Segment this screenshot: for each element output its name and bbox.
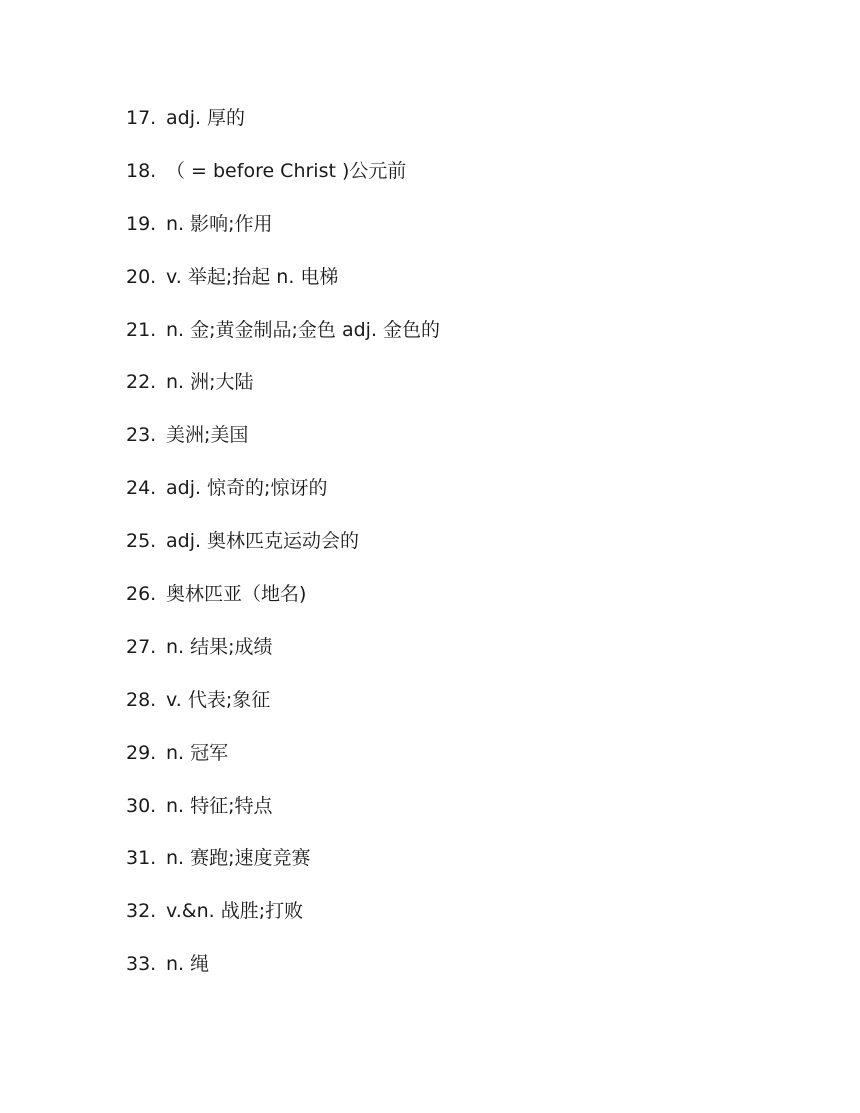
item-definition: n. 影响;作用: [166, 212, 273, 235]
list-item: [126, 686, 440, 739]
item-number: 30.: [126, 794, 157, 817]
item-number: 21.: [126, 318, 157, 341]
list-item: [126, 474, 440, 527]
list-item: [126, 792, 440, 845]
list-item: [126, 157, 440, 210]
item-number: 19.: [126, 212, 157, 235]
list-item: [126, 104, 440, 157]
list-item: [126, 739, 440, 792]
item-definition: adj. 惊奇的;惊讶的: [166, 477, 328, 500]
item-definition: n. 洲;大陆: [166, 371, 254, 394]
list-item: [126, 368, 440, 421]
list-item: [126, 421, 440, 474]
item-definition: v. 举起;抬起 n. 电梯: [166, 265, 339, 288]
item-number: 25.: [126, 530, 157, 553]
item-definition: （ = before Christ )公元前: [166, 159, 407, 182]
item-definition: v. 代表;象征: [166, 688, 271, 711]
list-item: [126, 316, 440, 369]
vocab-list: [126, 104, 440, 1003]
list-item: [126, 633, 440, 686]
item-number: 24.: [126, 477, 157, 500]
item-number: 18.: [126, 159, 157, 182]
item-definition: 美洲;美国: [166, 424, 249, 447]
item-number: 31.: [126, 847, 157, 870]
item-definition: 奥林匹亚（地名): [166, 583, 307, 606]
item-definition: v.&n. 战胜;打败: [166, 900, 304, 923]
item-number: 22.: [126, 371, 157, 394]
item-definition: n. 冠军: [166, 741, 229, 764]
item-definition: adj. 厚的: [166, 107, 246, 129]
item-number: 26.: [126, 583, 157, 606]
item-number: 17.: [126, 107, 157, 129]
list-item: [126, 844, 440, 897]
item-definition: adj. 奥林匹克运动会的: [166, 530, 360, 553]
item-number: 28.: [126, 688, 157, 711]
list-item: [126, 263, 440, 316]
item-definition: n. 结果;成绩: [166, 635, 273, 658]
item-definition: n. 特征;特点: [166, 794, 273, 817]
item-number: 23.: [126, 424, 157, 447]
list-item: [126, 897, 440, 950]
item-number: 20.: [126, 265, 157, 288]
item-number: 32.: [126, 900, 157, 923]
list-item: [126, 580, 440, 633]
item-definition: n. 赛跑;速度竞赛: [166, 847, 311, 870]
item-definition: n. 绳: [166, 953, 210, 976]
item-number: 29.: [126, 741, 157, 764]
item-definition: n. 金;黄金制品;金色 adj. 金色的: [166, 318, 441, 341]
item-number: 27.: [126, 635, 157, 658]
list-item: [126, 950, 440, 1003]
list-item: [126, 527, 440, 580]
list-item: [126, 210, 440, 263]
item-number: 33.: [126, 953, 157, 976]
